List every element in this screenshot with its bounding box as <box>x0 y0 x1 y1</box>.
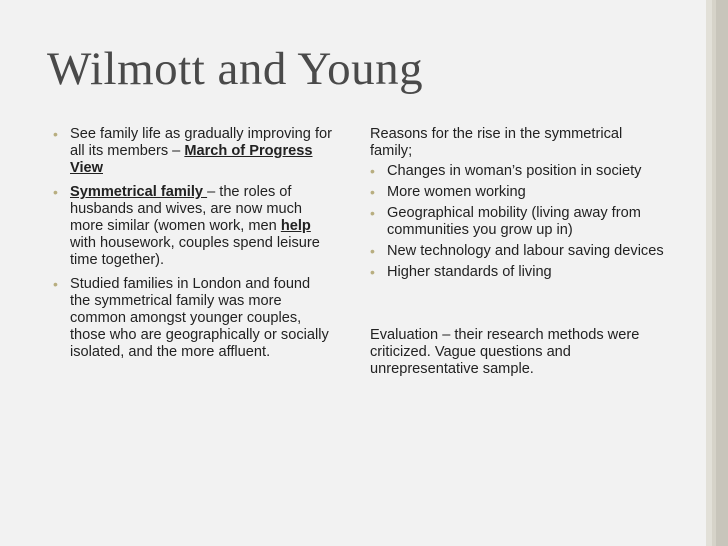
bullet-icon: • <box>53 184 58 200</box>
evaluation-text: Evaluation – their research methods were criticized. Vague questions and unrepresentative sample. <box>370 327 640 377</box>
edge-stripe <box>716 0 728 546</box>
bullet-text: See family life as gradually improving for all its members – <box>70 126 332 159</box>
bullet-emphasis: March of Progress View <box>70 143 313 176</box>
right-bullet-list <box>370 163 665 281</box>
bullet-icon: • <box>53 276 58 292</box>
bullet-emphasis: Symmetrical family <box>70 184 208 200</box>
bullet-text: New technology and labour saving devices <box>387 243 664 259</box>
bullet-text: More women working <box>387 184 526 200</box>
bullet-text: Changes in woman’s position in society <box>387 163 642 179</box>
bullet-icon: • <box>370 243 375 259</box>
decorative-edge-bar <box>706 0 728 546</box>
left-column <box>53 126 333 368</box>
bullet-icon: • <box>53 126 58 142</box>
bullet-text: – the roles of husbands and wives, are now much more similar (women work, men <box>70 184 303 234</box>
slide-title: Wilmott and Young <box>47 43 424 95</box>
bullet-icon: • <box>370 205 375 221</box>
bullet-icon: • <box>370 163 375 179</box>
right-column <box>370 126 665 378</box>
bullet-icon: • <box>370 264 375 280</box>
left-bullet-list <box>53 126 333 361</box>
list-item <box>370 264 665 281</box>
bullet-text: with housework, couples spend leisure time together). <box>70 235 320 268</box>
list-item <box>370 184 665 201</box>
bullet-emphasis: help <box>280 218 311 234</box>
bullet-text: Higher standards of living <box>387 264 552 280</box>
list-item <box>370 205 665 239</box>
bullet-icon: • <box>370 184 375 200</box>
list-item <box>53 126 333 177</box>
bullet-text: Studied families in London and found the symmetrical family was more common amongst younger couples, those who are geographically or socially isolated, and the more affluent. <box>70 276 329 360</box>
list-item <box>370 243 665 260</box>
right-intro-text: Reasons for the rise in the symmetrical family; <box>370 126 623 159</box>
bullet-text: Geographical mobility (living away from communities you grow up in) <box>387 205 641 238</box>
list-item <box>53 184 333 269</box>
edge-stripe <box>706 0 712 546</box>
list-item <box>53 276 333 361</box>
list-item <box>370 163 665 180</box>
